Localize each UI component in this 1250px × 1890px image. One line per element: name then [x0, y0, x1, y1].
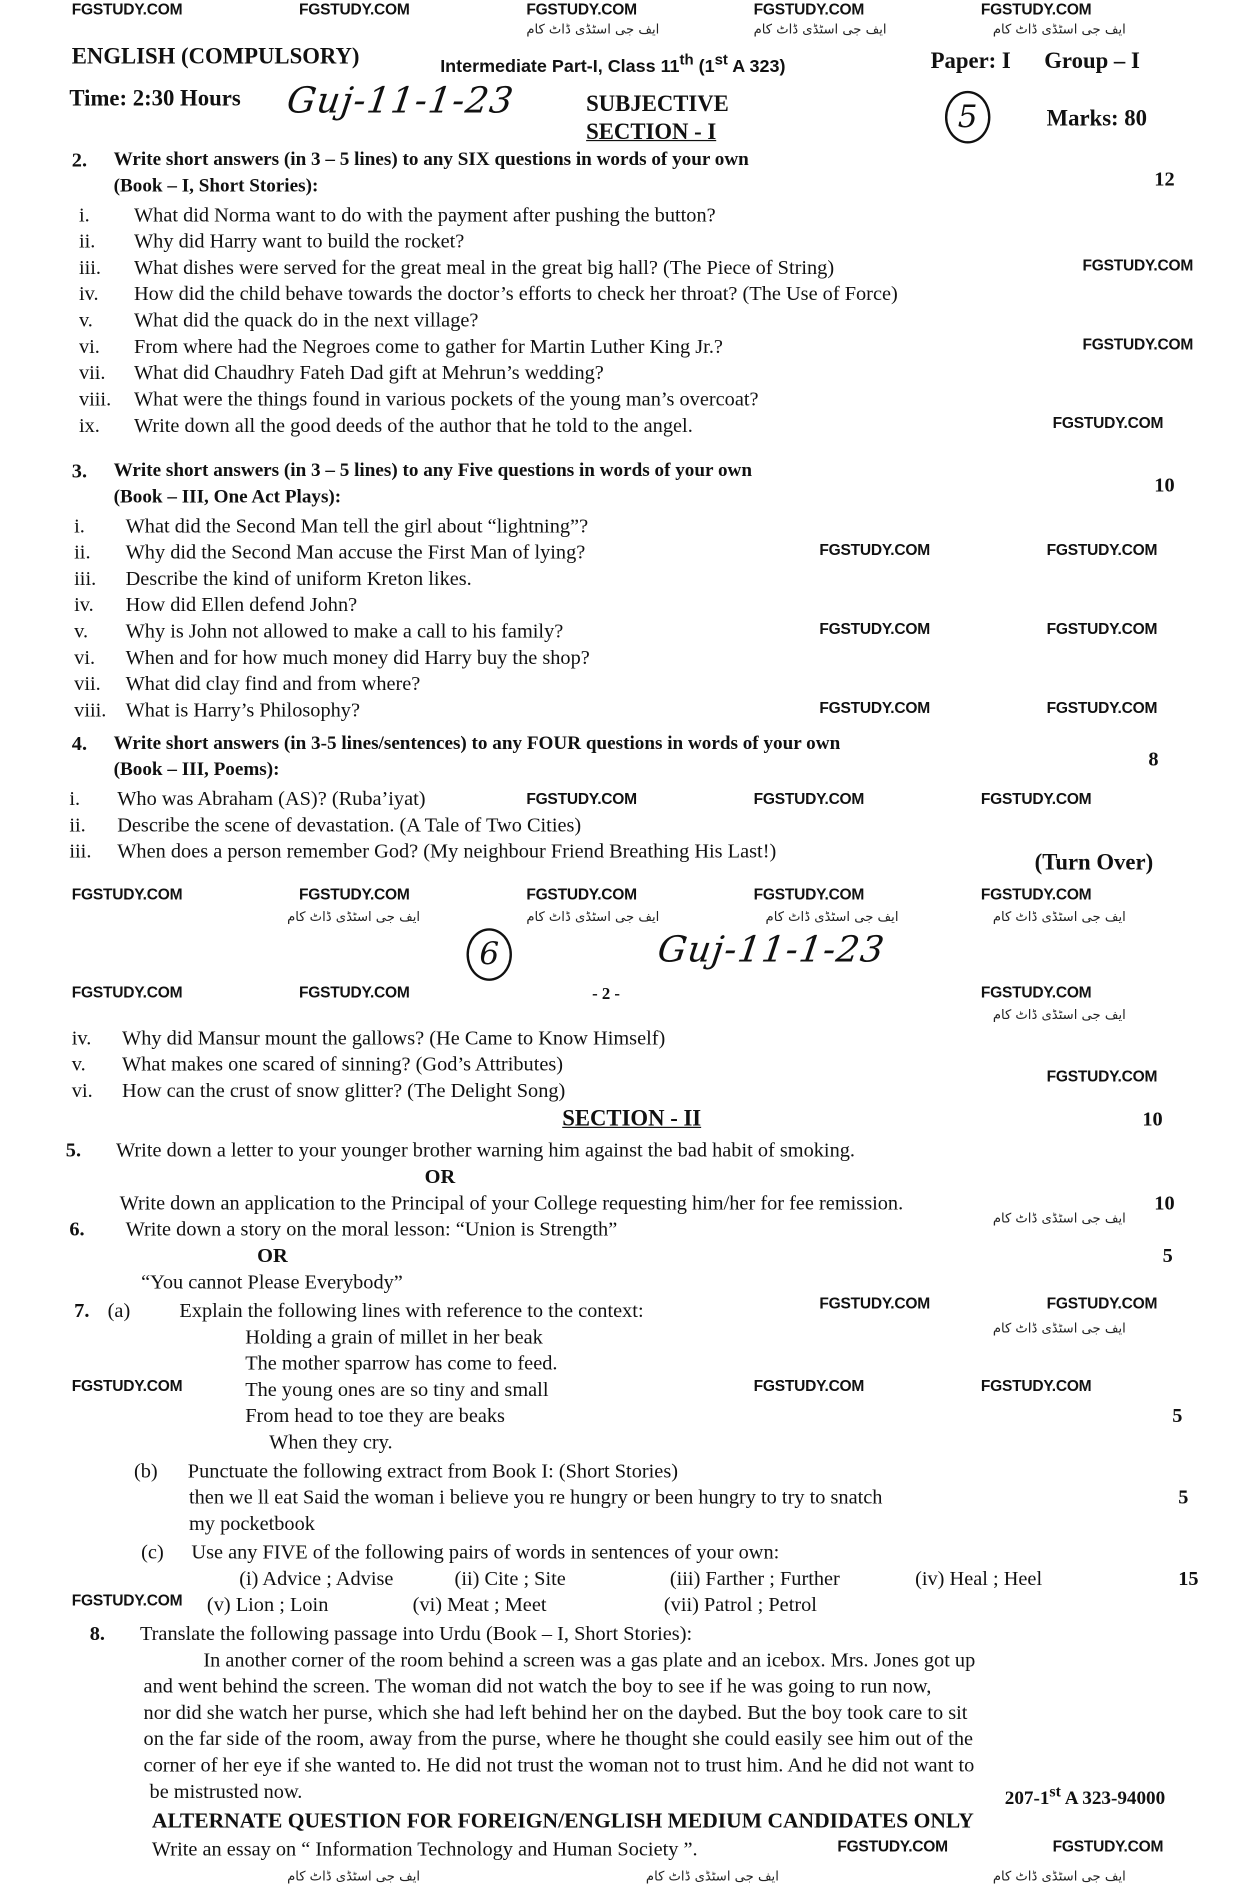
- watermark: FGSTUDY.COM: [819, 619, 930, 638]
- item-number: ii.: [74, 540, 91, 564]
- question-item: Describe the kind of uniform Kreton likes.: [125, 566, 472, 590]
- urdu-watermark: ایف جی اسٹڈی ڈاٹ کام: [765, 909, 899, 925]
- question-marks: 12: [1154, 167, 1175, 191]
- class-info-part: A 323): [727, 56, 786, 77]
- sub-label: (b): [133, 1459, 158, 1483]
- question-item: What did Chaudhry Fateh Dad gift at Mehrun’s wedding?: [133, 361, 604, 384]
- subjective-label: SUBJECTIVE: [586, 92, 729, 118]
- poem-line: When they cry.: [269, 1430, 393, 1454]
- watermark: FGSTUDY.COM: [1052, 413, 1164, 432]
- question-marks: 10: [1142, 1107, 1163, 1131]
- urdu-watermark: ایف جی اسٹڈی ڈاٹ کام: [992, 1007, 1126, 1023]
- item-number: viii.: [78, 387, 112, 411]
- class-info-part: th: [679, 51, 694, 69]
- question-item: Why did Harry want to build the rocket?: [133, 229, 465, 253]
- question-text: Explain the following lines with reference to the context:: [179, 1299, 644, 1322]
- poem-line: From head to toe they are beaks: [245, 1404, 505, 1428]
- watermark: FGSTUDY.COM: [1046, 1294, 1158, 1313]
- word-pair: (i) Advice ; Advise: [239, 1566, 394, 1590]
- watermark: FGSTUDY.COM: [980, 1376, 1092, 1395]
- marks-label: Marks: 80: [1046, 106, 1148, 132]
- question-item: How can the crust of snow glitter? (The Delight Song): [122, 1078, 566, 1102]
- question-item: When and for how much money did Harry buy the shop?: [125, 645, 590, 669]
- urdu-watermark: ایف جی اسٹڈی ڈاٹ کام: [992, 909, 1126, 925]
- time-label: Time: 2:30 Hours: [69, 86, 241, 112]
- class-info-part: (1: [693, 56, 715, 77]
- or-label: OR: [257, 1244, 288, 1267]
- item-number: ix.: [78, 413, 100, 437]
- question-number: 2.: [71, 148, 88, 172]
- question-marks: 10: [1154, 473, 1175, 497]
- item-number: iv.: [71, 1026, 92, 1050]
- question-marks: 8: [1148, 747, 1159, 771]
- handwritten-code: Guj-11-1-23: [655, 929, 888, 972]
- item-number: iii.: [69, 839, 92, 863]
- item-number: iii.: [78, 255, 101, 279]
- item-number: v.: [71, 1052, 86, 1076]
- watermark: FGSTUDY.COM: [299, 885, 410, 904]
- paper-code: [1005, 1780, 1165, 1811]
- question-item: Describe the scene of devastation. (A Tale of Two Cities): [117, 813, 582, 837]
- watermark: FGSTUDY.COM: [299, 0, 410, 18]
- urdu-watermark: ایف جی اسٹڈی ڈاٹ کام: [753, 21, 887, 38]
- urdu-watermark: ایف جی اسٹڈی ڈاٹ کام: [287, 909, 421, 925]
- item-number: vi.: [78, 334, 100, 358]
- class-info: [440, 48, 785, 79]
- poem-line: Holding a grain of millet in her beak: [245, 1325, 543, 1349]
- page-number: - 2 -: [592, 985, 621, 1004]
- question-item: What did the quack do in the next village?: [133, 308, 479, 332]
- passage-line: nor did she watch her purse, which she had left behind her on the daybed. But the boy took care to sit: [143, 1700, 968, 1724]
- passage-line: and went behind the screen. The woman did not watch the boy to see if he was going to run now,: [143, 1674, 932, 1698]
- item-number: v.: [74, 619, 89, 643]
- question-item: What did clay find and from where?: [125, 672, 421, 695]
- section-title: SECTION - II: [562, 1106, 702, 1132]
- alternate-title: ALTERNATE QUESTION FOR FOREIGN/ENGLISH MEDIUM CANDIDATES ONLY: [151, 1808, 974, 1833]
- watermark: FGSTUDY.COM: [753, 885, 865, 904]
- class-info-part: Intermediate Part-I, Class 11: [440, 56, 680, 77]
- turn-over-label: (Turn Over): [1034, 850, 1154, 876]
- handwritten-code: Guj-11-1-23: [284, 80, 517, 123]
- watermark: FGSTUDY.COM: [71, 983, 183, 1002]
- paper-label: Paper: I: [930, 49, 1011, 75]
- question-alt: Write down an application to the Principal of your College requesting him/her for fee remission.: [119, 1191, 904, 1215]
- question-item: How did Ellen defend John?: [125, 593, 358, 617]
- item-number: vi.: [71, 1078, 93, 1102]
- watermark: FGSTUDY.COM: [980, 0, 1092, 18]
- urdu-watermark: ایف جی اسٹڈی ڈاٹ کام: [992, 1210, 1126, 1227]
- question-number: 3.: [71, 459, 88, 483]
- question-text: Translate the following passage into Urdu (Book – I, Short Stories):: [139, 1622, 693, 1645]
- watermark: FGSTUDY.COM: [1046, 540, 1158, 559]
- watermark: FGSTUDY.COM: [819, 1294, 930, 1313]
- alternate-text: Write an essay on “ Information Technology and Human Society ”.: [151, 1837, 698, 1861]
- watermark: FGSTUDY.COM: [753, 789, 865, 808]
- item-number: i.: [78, 203, 90, 227]
- passage-line: be mistrusted now.: [149, 1779, 303, 1803]
- word-pair: (vii) Patrol ; Petrol: [663, 1593, 817, 1617]
- watermark: FGSTUDY.COM: [71, 885, 183, 904]
- question-number: 8.: [89, 1622, 105, 1645]
- sub-label: (a): [107, 1299, 131, 1322]
- question-item: What makes one scared of sinning? (God’s Attributes): [122, 1052, 564, 1076]
- section-title: SECTION - I: [586, 119, 717, 145]
- question-text: Write down a letter to your younger brother warning him against the bad habit of smoking.: [116, 1138, 855, 1162]
- paper-code-part: 207-1: [1004, 1788, 1050, 1810]
- watermark: FGSTUDY.COM: [299, 983, 410, 1002]
- watermark: FGSTUDY.COM: [526, 0, 637, 18]
- question-item: Why did Mansur mount the gallows? (He Came to Know Himself): [122, 1026, 666, 1050]
- watermark: FGSTUDY.COM: [1052, 1837, 1164, 1856]
- watermark: FGSTUDY.COM: [71, 1590, 183, 1609]
- urdu-watermark: ایف جی اسٹڈی ڈاٹ کام: [287, 1868, 421, 1884]
- question-marks: 5: [1178, 1485, 1189, 1509]
- item-number: iii.: [74, 566, 97, 590]
- circled-page-number: 5: [945, 91, 990, 144]
- passage-line: corner of her eye if she wanted to. He did not trust the woman not to trust him. And he did not want to: [143, 1753, 975, 1777]
- question-book: (Book – III, Poems):: [113, 759, 280, 780]
- watermark: FGSTUDY.COM: [819, 698, 930, 717]
- question-item: What were the things found in various pockets of the young man’s overcoat?: [133, 387, 759, 411]
- extract-line: my pocketbook: [188, 1511, 315, 1535]
- question-prompt: Write short answers (in 3 – 5 lines) to any Five questions in words of your own: [113, 460, 752, 481]
- word-pair: (vi) Meat ; Meet: [412, 1593, 547, 1617]
- subject-title: ENGLISH (COMPULSORY): [71, 44, 360, 70]
- word-pair: (ii) Cite ; Site: [454, 1566, 566, 1590]
- item-number: iv.: [78, 282, 99, 306]
- question-marks: 10: [1154, 1191, 1175, 1215]
- item-number: vii.: [74, 672, 101, 695]
- item-number: vi.: [74, 645, 96, 669]
- watermark: FGSTUDY.COM: [1082, 255, 1194, 274]
- watermark: FGSTUDY.COM: [526, 885, 637, 904]
- question-item: When does a person remember God? (My neighbour Friend Breathing His Last!): [117, 839, 777, 863]
- item-number: iv.: [74, 593, 94, 617]
- urdu-watermark: ایف جی اسٹڈی ڈاٹ کام: [992, 21, 1126, 38]
- question-item: Why did the Second Man accuse the First Man of lying?: [125, 540, 586, 564]
- watermark: FGSTUDY.COM: [980, 983, 1092, 1002]
- watermark: FGSTUDY.COM: [837, 1837, 948, 1856]
- poem-line: The young ones are so tiny and small: [245, 1377, 549, 1401]
- paper-code-part: st: [1049, 1782, 1061, 1801]
- passage-line: In another corner of the room behind a screen was a gas plate and an icebox. Mrs. Jones got up: [203, 1648, 976, 1672]
- question-item: From where had the Negroes come to gather for Martin Luther King Jr.?: [133, 334, 723, 358]
- class-info-part: st: [714, 51, 728, 69]
- item-number: i.: [74, 514, 85, 538]
- question-marks: 5: [1172, 1404, 1183, 1428]
- extract-line: then we ll eat Said the woman i believe you re hungry or been hungry to try to snatch: [188, 1485, 883, 1509]
- urdu-watermark: ایف جی اسٹڈی ڈاٹ کام: [526, 21, 660, 38]
- question-marks: 5: [1162, 1244, 1173, 1267]
- question-number: 5.: [65, 1138, 82, 1162]
- question-text: Punctuate the following extract from Book I: (Short Stories): [187, 1459, 679, 1483]
- item-number: vii.: [78, 361, 106, 384]
- question-text: Use any FIVE of the following pairs of words in sentences of your own:: [191, 1540, 780, 1564]
- question-text: Write down a story on the moral lesson: “Union is Strength”: [125, 1217, 618, 1241]
- word-pair: (v) Lion ; Loin: [206, 1593, 329, 1617]
- question-prompt: Write short answers (in 3-5 lines/sentences) to any FOUR questions in words of your own: [113, 733, 841, 754]
- item-number: viii.: [74, 698, 107, 722]
- item-number: ii.: [78, 229, 96, 253]
- urdu-watermark: ایف جی اسٹڈی ڈاٹ کام: [645, 1868, 779, 1884]
- word-pair: (iii) Farther ; Further: [669, 1566, 840, 1590]
- question-item: Write down all the good deeds of the author that he told to the angel.: [133, 413, 693, 437]
- watermark: FGSTUDY.COM: [1046, 698, 1158, 717]
- watermark: FGSTUDY.COM: [1046, 1066, 1158, 1085]
- question-item: What did Norma want to do with the payment after pushing the button?: [133, 203, 716, 227]
- or-label: OR: [424, 1165, 456, 1188]
- question-number: 6.: [69, 1217, 85, 1241]
- item-number: v.: [78, 308, 93, 332]
- question-item: What is Harry’s Philosophy?: [125, 698, 360, 722]
- sub-label: (c): [141, 1540, 164, 1564]
- group-label: Group – I: [1044, 49, 1140, 75]
- question-item: How did the child behave towards the doctor’s efforts to check her throat? (The Use of Force): [133, 282, 898, 306]
- paper-code-part: A 323-94000: [1060, 1788, 1166, 1810]
- question-prompt: Write short answers (in 3 – 5 lines) to any SIX questions in words of your own: [113, 149, 749, 170]
- question-item: Why is John not allowed to make a call to his family?: [125, 619, 564, 643]
- passage-line: on the far side of the room, away from the purse, where he thought she could easily see him out of the: [143, 1727, 974, 1750]
- urdu-watermark: ایف جی اسٹڈی ڈاٹ کام: [992, 1868, 1126, 1884]
- question-item: Who was Abraham (AS)? (Ruba’iyat): [117, 787, 426, 810]
- urdu-watermark: ایف جی اسٹڈی ڈاٹ کام: [992, 1320, 1126, 1337]
- word-pair: (iv) Heal ; Heel: [915, 1566, 1043, 1590]
- question-book: (Book – III, One Act Plays):: [113, 486, 342, 508]
- poem-line: The mother sparrow has come to feed.: [245, 1351, 558, 1375]
- watermark: FGSTUDY.COM: [980, 885, 1092, 904]
- item-number: ii.: [69, 813, 86, 837]
- question-number: 7.: [74, 1299, 90, 1322]
- watermark: FGSTUDY.COM: [1082, 334, 1194, 353]
- question-number: 4.: [71, 732, 88, 755]
- question-alt: “You cannot Please Everybody”: [141, 1270, 403, 1294]
- watermark: FGSTUDY.COM: [819, 540, 930, 559]
- watermark: FGSTUDY.COM: [526, 789, 637, 808]
- circled-page-number: 6: [467, 928, 512, 981]
- watermark: FGSTUDY.COM: [753, 1376, 865, 1395]
- watermark: FGSTUDY.COM: [71, 1376, 183, 1395]
- question-book: (Book – I, Short Stories):: [113, 175, 319, 197]
- watermark: FGSTUDY.COM: [980, 789, 1092, 808]
- watermark: FGSTUDY.COM: [71, 0, 183, 18]
- watermark: FGSTUDY.COM: [1046, 619, 1158, 638]
- item-number: i.: [69, 787, 81, 810]
- question-marks: 15: [1178, 1566, 1199, 1590]
- urdu-watermark: ایف جی اسٹڈی ڈاٹ کام: [526, 909, 660, 925]
- question-item: What did the Second Man tell the girl about “lightning”?: [125, 514, 589, 538]
- watermark: FGSTUDY.COM: [753, 0, 865, 18]
- question-item: What dishes were served for the great meal in the great big hall? (The Piece of String): [133, 255, 835, 279]
